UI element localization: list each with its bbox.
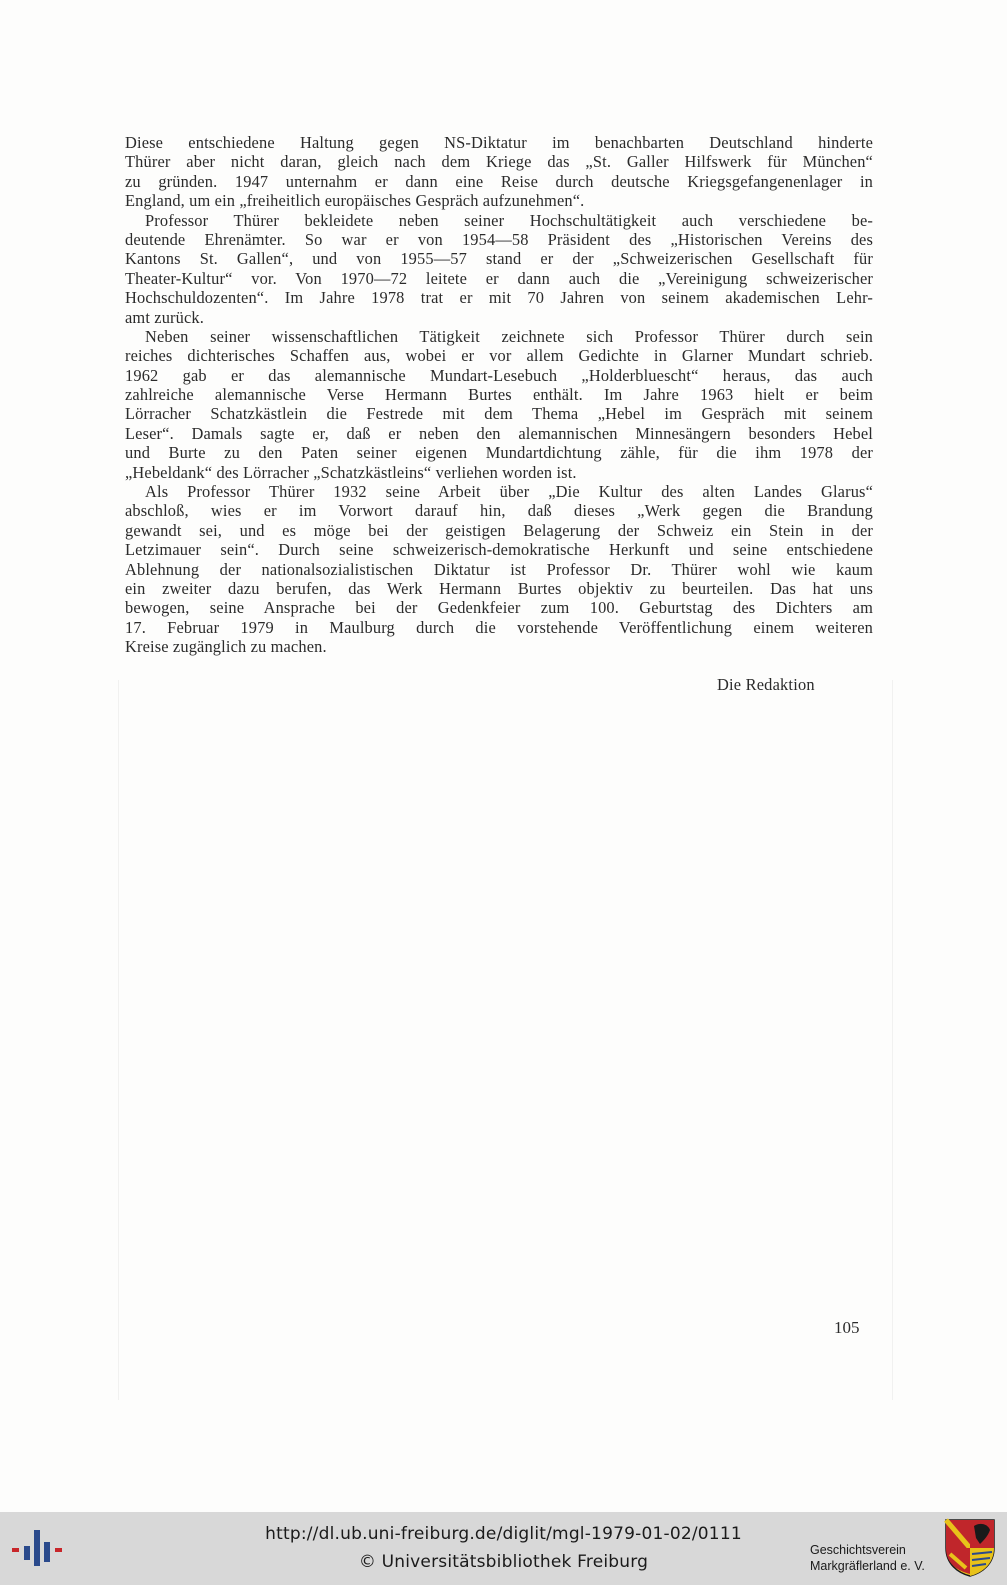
text-line: Professor Thürer bekleidete neben seiner Hochschultätigkeit auch verschiedene be-: [145, 210, 873, 230]
text-line: zu gründen. 1947 unternahm er dann eine Reise durch deutsche Kriegsgefangenenlager in: [125, 171, 873, 191]
page-number: 105: [834, 1318, 860, 1337]
text-line: Ablehnung der nationalsozialistischen Diktatur ist Professor Dr. Thürer wohl wie kaum: [125, 559, 873, 579]
society-name: [810, 1542, 925, 1574]
coat-of-arms-icon[interactable]: [944, 1518, 996, 1578]
text-line: Letzimauer sein“. Durch seine schweizerisch-demokratische Herkunft und seine entschiedene: [125, 540, 873, 560]
text-line: abschloß, wies er im Vorwort darauf hin, daß dieses „Werk gegen die Brandung: [125, 501, 873, 521]
text-line: Thürer aber nicht daran, gleich nach dem Kriege das „St. Galler Hilfswerk für München“: [125, 152, 873, 172]
scan-edge-right: [892, 680, 893, 1400]
copyright-notice: © Universitätsbibliothek Freiburg: [358, 1552, 649, 1572]
text-line: bewogen, seine Ansprache bei der Gedenkfeier zum 100. Geburtstag des Dichters am: [125, 598, 873, 618]
text-line: Leser“. Damals sagte er, daß er neben den alemannischen Minnesängern besonders Hebel: [125, 423, 873, 443]
text-line: 17. Februar 1979 in Maulburg durch die vorstehende Veröffentlichung einem weiteren: [125, 617, 873, 637]
text-line: und Burte zu den Paten seiner eigenen Mundartdichtung zähle, für die ihm 1978 der: [125, 443, 873, 463]
text-line: ein zweiter dazu berufen, das Werk Hermann Burtes objektiv zu beurteilen. Das hat uns: [125, 578, 873, 598]
society-name-line2: Markgräflerland e. V.: [810, 1559, 925, 1573]
text-line: Theater-Kultur“ vor. Von 1970—72 leitete er dann auch die „Vereinigung schweizerischer: [125, 268, 873, 288]
text-line: Neben seiner wissenschaftlichen Tätigkeit zeichnete sich Professor Thürer durch sein: [145, 326, 873, 346]
text-line: England, um ein „freiheitlich europäisches Gespräch aufzunehmen“.: [125, 191, 585, 211]
text-line: gewandt sei, und es möge bei der geistigen Belagerung der Schweiz ein Stein in der: [125, 520, 873, 540]
text-line: zahlreiche alemannische Verse Hermann Burtes enthält. Im Jahre 1963 hielt er beim: [125, 385, 873, 405]
text-line: deutende Ehrenämter. So war er von 1954—58 Präsident des „Historischen Vereins des: [125, 229, 873, 249]
text-line: reiches dichterisches Schaffen aus, wobei er vor allem Gedichte in Glarner Mundart schrieb.: [125, 346, 873, 366]
body-text: [125, 133, 873, 657]
footer-bar: [0, 1512, 1007, 1585]
signature: Die Redaktion: [717, 675, 815, 694]
text-line: Als Professor Thürer 1932 seine Arbeit über „Die Kultur des alten Landes Glarus“: [145, 482, 873, 502]
text-line: amt zurück.: [125, 307, 205, 327]
text-line: Kantons St. Gallen“, und von 1955—57 stand er der „Schweizerischen Gesellschaft für: [125, 249, 873, 269]
text-line: Lörracher Schatzkästlein die Festrede mit dem Thema „Hebel im Gespräch mit seinem: [125, 404, 873, 424]
text-line: „Hebeldank“ des Lörracher „Schatzkästleins“ verliehen worden ist.: [125, 462, 577, 482]
society-name-line1: Geschichtsverein: [810, 1543, 906, 1557]
scan-edge-left: [118, 680, 119, 1400]
permalink-url[interactable]: http://dl.ub.uni-freiburg.de/diglit/mgl-1979-01-02/0111: [265, 1524, 742, 1544]
text-line: 1962 gab er das alemannische Mundart-Lesebuch „Holderbluescht“ heraus, das auch: [125, 365, 873, 385]
text-line: Kreise zugänglich zu machen.: [125, 637, 327, 657]
text-line: Hochschuldozenten“. Im Jahre 1978 trat er mit 70 Jahren von seinem akademischen Lehr-: [125, 288, 873, 308]
text-line: Diese entschiedene Haltung gegen NS-Diktatur im benachbarten Deutschland hinderte: [125, 133, 873, 152]
